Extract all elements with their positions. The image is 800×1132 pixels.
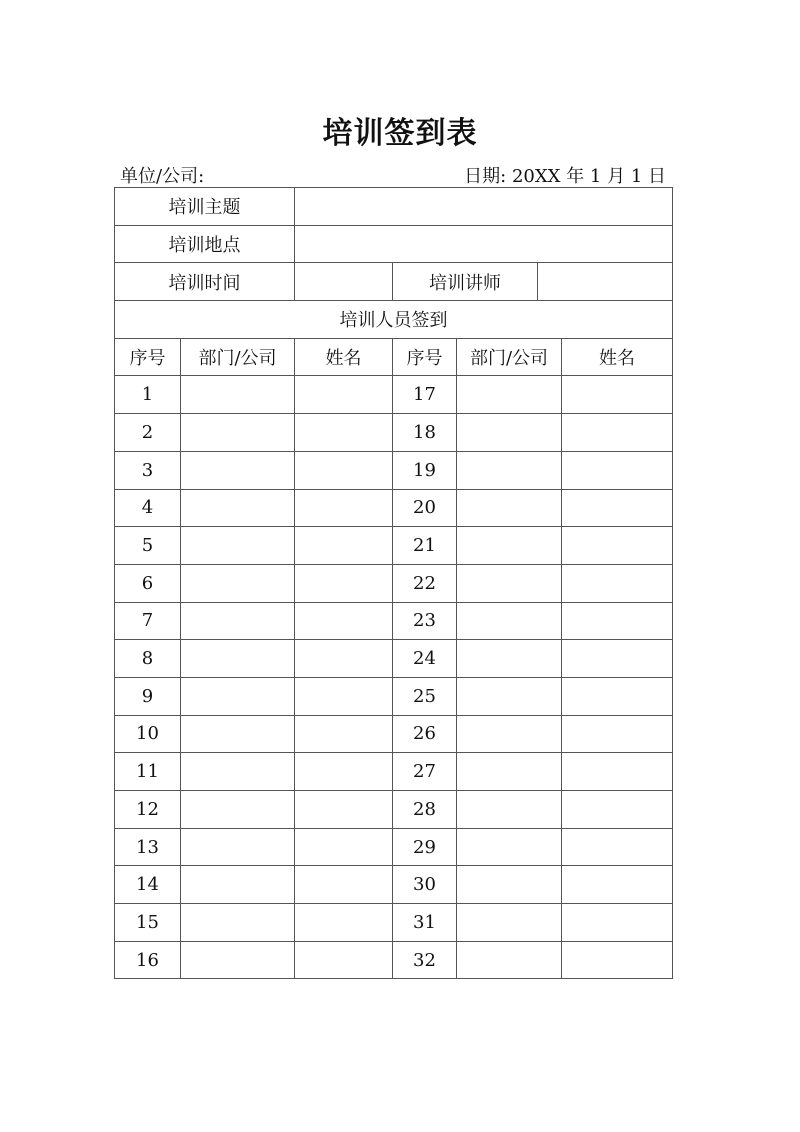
- name-cell-right[interactable]: [562, 527, 673, 565]
- dept-cell-right[interactable]: [457, 451, 562, 489]
- name-cell-right[interactable]: [562, 640, 673, 678]
- name-cell-left[interactable]: [295, 640, 393, 678]
- name-cell-right[interactable]: [562, 715, 673, 753]
- dept-cell-left[interactable]: [181, 414, 295, 452]
- signin-header: 培训人员签到: [115, 301, 673, 339]
- table-row: [115, 677, 673, 715]
- row-number-right: 27: [393, 753, 457, 791]
- col-header-dept-left: 部门/公司: [181, 338, 295, 376]
- dept-cell-left[interactable]: [181, 451, 295, 489]
- dept-cell-left[interactable]: [181, 677, 295, 715]
- location-field[interactable]: [295, 225, 673, 263]
- name-cell-left[interactable]: [295, 791, 393, 829]
- dept-cell-right[interactable]: [457, 564, 562, 602]
- name-cell-left[interactable]: [295, 941, 393, 979]
- table-row: [115, 941, 673, 979]
- name-cell-left[interactable]: [295, 677, 393, 715]
- name-cell-left[interactable]: [295, 602, 393, 640]
- row-number-right: 25: [393, 677, 457, 715]
- dept-cell-right[interactable]: [457, 602, 562, 640]
- dept-cell-right[interactable]: [457, 753, 562, 791]
- dept-cell-right[interactable]: [457, 677, 562, 715]
- col-header-name-left: 姓名: [295, 338, 393, 376]
- name-cell-right[interactable]: [562, 941, 673, 979]
- name-cell-right[interactable]: [562, 414, 673, 452]
- dept-cell-left[interactable]: [181, 602, 295, 640]
- dept-cell-left[interactable]: [181, 376, 295, 414]
- topic-row: [115, 188, 673, 226]
- dept-cell-right[interactable]: [457, 414, 562, 452]
- row-number-right: 30: [393, 866, 457, 904]
- row-number-left: 6: [115, 564, 181, 602]
- col-header-dept-right: 部门/公司: [457, 338, 562, 376]
- name-cell-right[interactable]: [562, 376, 673, 414]
- table-row: [115, 904, 673, 942]
- row-number-left: 15: [115, 904, 181, 942]
- row-number-left: 5: [115, 527, 181, 565]
- name-cell-right[interactable]: [562, 866, 673, 904]
- row-number-right: 20: [393, 489, 457, 527]
- date-label: 日期: 20XX 年 1 月 1 日: [464, 166, 666, 187]
- name-cell-right[interactable]: [562, 451, 673, 489]
- table-row: [115, 564, 673, 602]
- row-number-left: 12: [115, 791, 181, 829]
- location-row: [115, 225, 673, 263]
- time-label: 培训时间: [115, 263, 295, 301]
- row-number-right: 26: [393, 715, 457, 753]
- dept-cell-left[interactable]: [181, 564, 295, 602]
- row-number-left: 8: [115, 640, 181, 678]
- signin-header-row: [115, 301, 673, 339]
- dept-cell-right[interactable]: [457, 489, 562, 527]
- col-header-no-right: 序号: [393, 338, 457, 376]
- name-cell-right[interactable]: [562, 753, 673, 791]
- row-number-left: 10: [115, 715, 181, 753]
- name-cell-right[interactable]: [562, 904, 673, 942]
- dept-cell-left[interactable]: [181, 753, 295, 791]
- name-cell-left[interactable]: [295, 828, 393, 866]
- dept-cell-left[interactable]: [181, 527, 295, 565]
- name-cell-left[interactable]: [295, 904, 393, 942]
- dept-cell-left[interactable]: [181, 828, 295, 866]
- row-number-left: 14: [115, 866, 181, 904]
- table-row: [115, 715, 673, 753]
- row-number-left: 11: [115, 753, 181, 791]
- dept-cell-right[interactable]: [457, 904, 562, 942]
- topic-field[interactable]: [295, 188, 673, 226]
- name-cell-right[interactable]: [562, 489, 673, 527]
- lecturer-label: 培训讲师: [393, 263, 538, 301]
- row-number-right: 23: [393, 602, 457, 640]
- time-row: [115, 263, 673, 301]
- dept-cell-right[interactable]: [457, 527, 562, 565]
- name-cell-left[interactable]: [295, 489, 393, 527]
- name-cell-left[interactable]: [295, 564, 393, 602]
- table-row: [115, 866, 673, 904]
- name-cell-left[interactable]: [295, 715, 393, 753]
- row-number-left: 13: [115, 828, 181, 866]
- time-field[interactable]: [295, 263, 393, 301]
- name-cell-left[interactable]: [295, 866, 393, 904]
- name-cell-left[interactable]: [295, 527, 393, 565]
- dept-cell-left[interactable]: [181, 640, 295, 678]
- row-number-left: 4: [115, 489, 181, 527]
- dept-cell-left[interactable]: [181, 904, 295, 942]
- row-number-left: 9: [115, 677, 181, 715]
- location-label: 培训地点: [115, 225, 295, 263]
- column-header-row: [115, 338, 673, 376]
- name-cell-right[interactable]: [562, 791, 673, 829]
- company-label: 单位/公司:: [120, 166, 205, 187]
- name-cell-left[interactable]: [295, 753, 393, 791]
- table-row: [115, 527, 673, 565]
- page-title: 培训签到表: [322, 116, 478, 151]
- col-header-no-left: 序号: [115, 338, 181, 376]
- table-row: [115, 640, 673, 678]
- row-number-right: 17: [393, 376, 457, 414]
- name-cell-right[interactable]: [562, 677, 673, 715]
- row-number-right: 24: [393, 640, 457, 678]
- col-header-name-right: 姓名: [562, 338, 673, 376]
- lecturer-field[interactable]: [538, 263, 673, 301]
- dept-cell-left[interactable]: [181, 941, 295, 979]
- dept-cell-right[interactable]: [457, 941, 562, 979]
- row-number-left: 3: [115, 451, 181, 489]
- name-cell-right[interactable]: [562, 602, 673, 640]
- dept-cell-right[interactable]: [457, 376, 562, 414]
- table-row: [115, 376, 673, 414]
- dept-cell-left[interactable]: [181, 866, 295, 904]
- row-number-right: 31: [393, 904, 457, 942]
- row-number-left: 16: [115, 941, 181, 979]
- dept-cell-left[interactable]: [181, 489, 295, 527]
- row-number-right: 19: [393, 451, 457, 489]
- dept-cell-right[interactable]: [457, 828, 562, 866]
- name-cell-right[interactable]: [562, 828, 673, 866]
- row-number-right: 28: [393, 791, 457, 829]
- dept-cell-left[interactable]: [181, 715, 295, 753]
- name-cell-left[interactable]: [295, 414, 393, 452]
- table-row: [115, 489, 673, 527]
- topic-label: 培训主题: [115, 188, 295, 226]
- dept-cell-right[interactable]: [457, 866, 562, 904]
- dept-cell-right[interactable]: [457, 791, 562, 829]
- row-number-left: 1: [115, 376, 181, 414]
- row-number-right: 21: [393, 527, 457, 565]
- row-number-left: 2: [115, 414, 181, 452]
- row-number-right: 18: [393, 414, 457, 452]
- row-number-right: 22: [393, 564, 457, 602]
- row-number-right: 29: [393, 828, 457, 866]
- dept-cell-right[interactable]: [457, 715, 562, 753]
- table-row: [115, 602, 673, 640]
- dept-cell-right[interactable]: [457, 640, 562, 678]
- signin-table: [114, 187, 673, 979]
- table-row: [115, 414, 673, 452]
- name-cell-left[interactable]: [295, 376, 393, 414]
- name-cell-left[interactable]: [295, 451, 393, 489]
- table-row: [115, 828, 673, 866]
- table-row: [115, 451, 673, 489]
- dept-cell-left[interactable]: [181, 791, 295, 829]
- row-number-left: 7: [115, 602, 181, 640]
- row-number-right: 32: [393, 941, 457, 979]
- table-row: [115, 753, 673, 791]
- table-row: [115, 791, 673, 829]
- name-cell-right[interactable]: [562, 564, 673, 602]
